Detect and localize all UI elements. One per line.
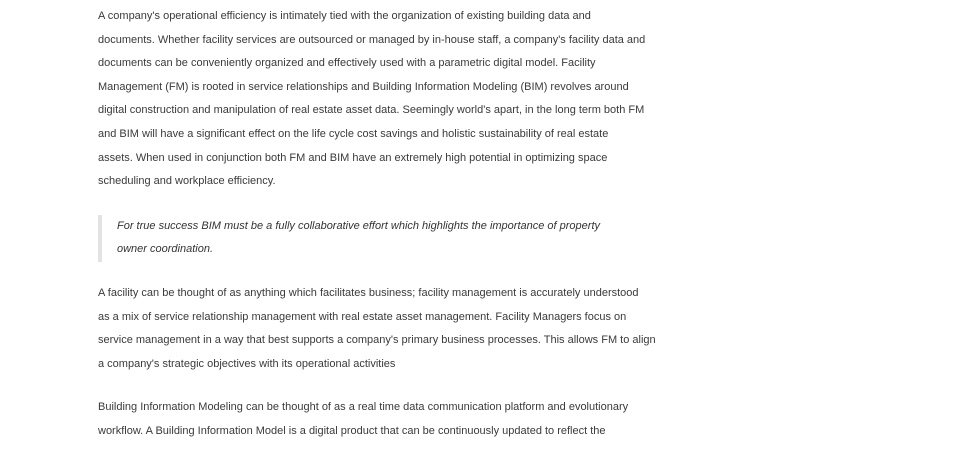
paragraph-operational-efficiency xyxy=(98,5,668,194)
pull-quote xyxy=(98,215,668,262)
paragraph-line: a company's strategic objectives with its operational activities xyxy=(98,357,396,370)
quote-line: owner coordination. xyxy=(117,243,214,256)
paragraph-line: workflow. A Building Information Model is a digital product that can be continuously updated to reflect the xyxy=(98,424,606,437)
paragraph-line: A facility can be thought of as anything which facilitates business; facility management is accurately understood xyxy=(98,286,639,299)
paragraph-line: assets. When used in conjunction both FM and BIM have an extremely high potential in optimizing space xyxy=(98,151,608,164)
paragraph-line: Building Information Modeling can be thought of as a real time data communication platform and evolutionary xyxy=(98,401,629,414)
paragraph-bim-definition xyxy=(98,396,668,443)
quote-line: For true success BIM must be a fully collaborative effort which highlights the importance of property xyxy=(117,219,600,232)
pull-quote-text xyxy=(117,215,668,262)
article-body xyxy=(98,5,668,444)
paragraph-line: A company's operational efficiency is intimately tied with the organization of existing building data and xyxy=(98,10,591,22)
paragraph-line: service management in a way that best supports a company's primary business processes. This allows FM to align xyxy=(98,334,656,347)
paragraph-facility-definition xyxy=(98,282,668,376)
paragraph-line: Management (FM) is rooted in service relationships and Building Information Modeling (BIM) revolves around xyxy=(98,80,629,93)
paragraph-line: scheduling and workplace efficiency. xyxy=(98,175,276,188)
paragraph-line: digital construction and manipulation of real estate asset data. Seemingly world's apart, in the long term both FM xyxy=(98,104,645,117)
paragraph-line: and BIM will have a significant effect on the life cycle cost savings and holistic sustainability of real estate xyxy=(98,127,609,140)
paragraph-line: documents can be conveniently organized and effectively used with a parametric digital model. Facility xyxy=(98,57,596,70)
paragraph-spacer xyxy=(98,376,668,396)
paragraph-line: documents. Whether facility services are outsourced or managed by in-house staff, a company's facility data and xyxy=(98,33,646,46)
paragraph-line: as a mix of service relationship management with real estate asset management. Facility Managers focus on xyxy=(98,310,627,323)
